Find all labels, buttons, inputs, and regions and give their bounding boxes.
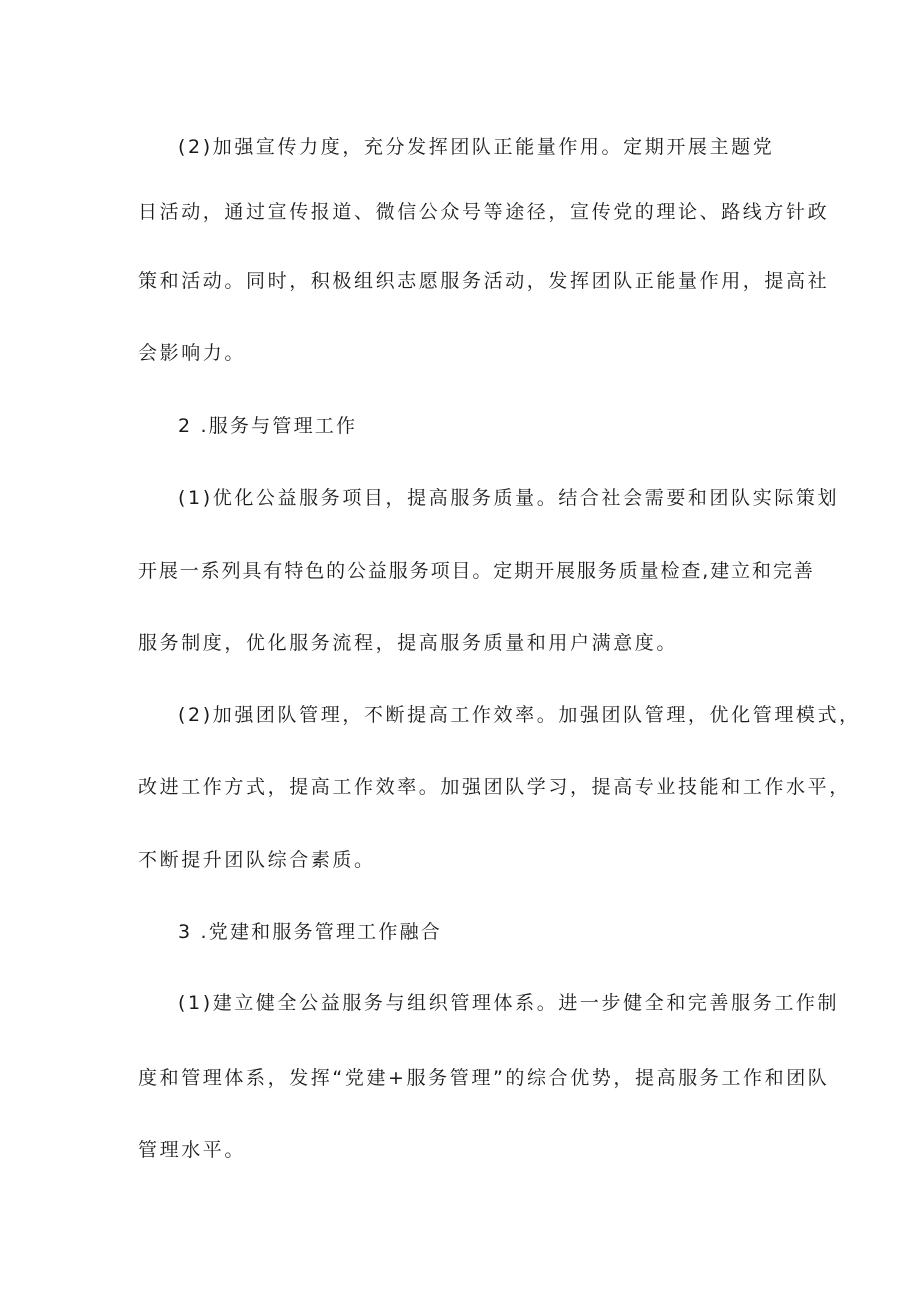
paragraph-line: (2)加强团队管理，不断提高工作效率。加强团队管理，优化管理模式， <box>178 704 861 726</box>
paragraph-line: 度和管理体系，发挥“党建+服务管理”的综合优势，提高服务工作和团队 <box>138 1067 830 1089</box>
section-heading: 2 .服务与管理工作 <box>178 415 358 437</box>
paragraph-line: (2)加强宣传力度，充分发挥团队正能量作用。定期开展主题党 <box>178 136 775 158</box>
paragraph-line: 服务制度，优化服务流程，提高服务质量和用户满意度。 <box>138 632 679 654</box>
paragraph-line: 不断提升团队综合素质。 <box>138 849 376 871</box>
paragraph-line: (1)建立健全公益服务与组织管理体系。进一步健全和完善服务工作制 <box>178 992 840 1014</box>
paragraph-line: 日活动，通过宣传报道、微信公众号等途径，宣传党的理论、路线方针政 <box>138 201 830 223</box>
paragraph-line: 改进工作方式，提高工作效率。加强团队学习，提高专业技能和工作水平， <box>138 776 851 798</box>
paragraph-line: 会影响力。 <box>138 342 247 364</box>
paragraph-line: 开展一系列具有特色的公益服务项目。定期开展服务质量检查,建立和完善 <box>138 560 815 582</box>
paragraph-line: (1)优化公益服务项目，提高服务质量。结合社会需要和团队实际策划 <box>178 487 840 509</box>
section-heading: 3 .党建和服务管理工作融合 <box>178 921 442 943</box>
paragraph-line: 管理水平。 <box>138 1139 247 1161</box>
paragraph-line: 策和活动。同时，积极组织志愿服务活动，发挥团队正能量作用，提高社 <box>138 270 830 292</box>
